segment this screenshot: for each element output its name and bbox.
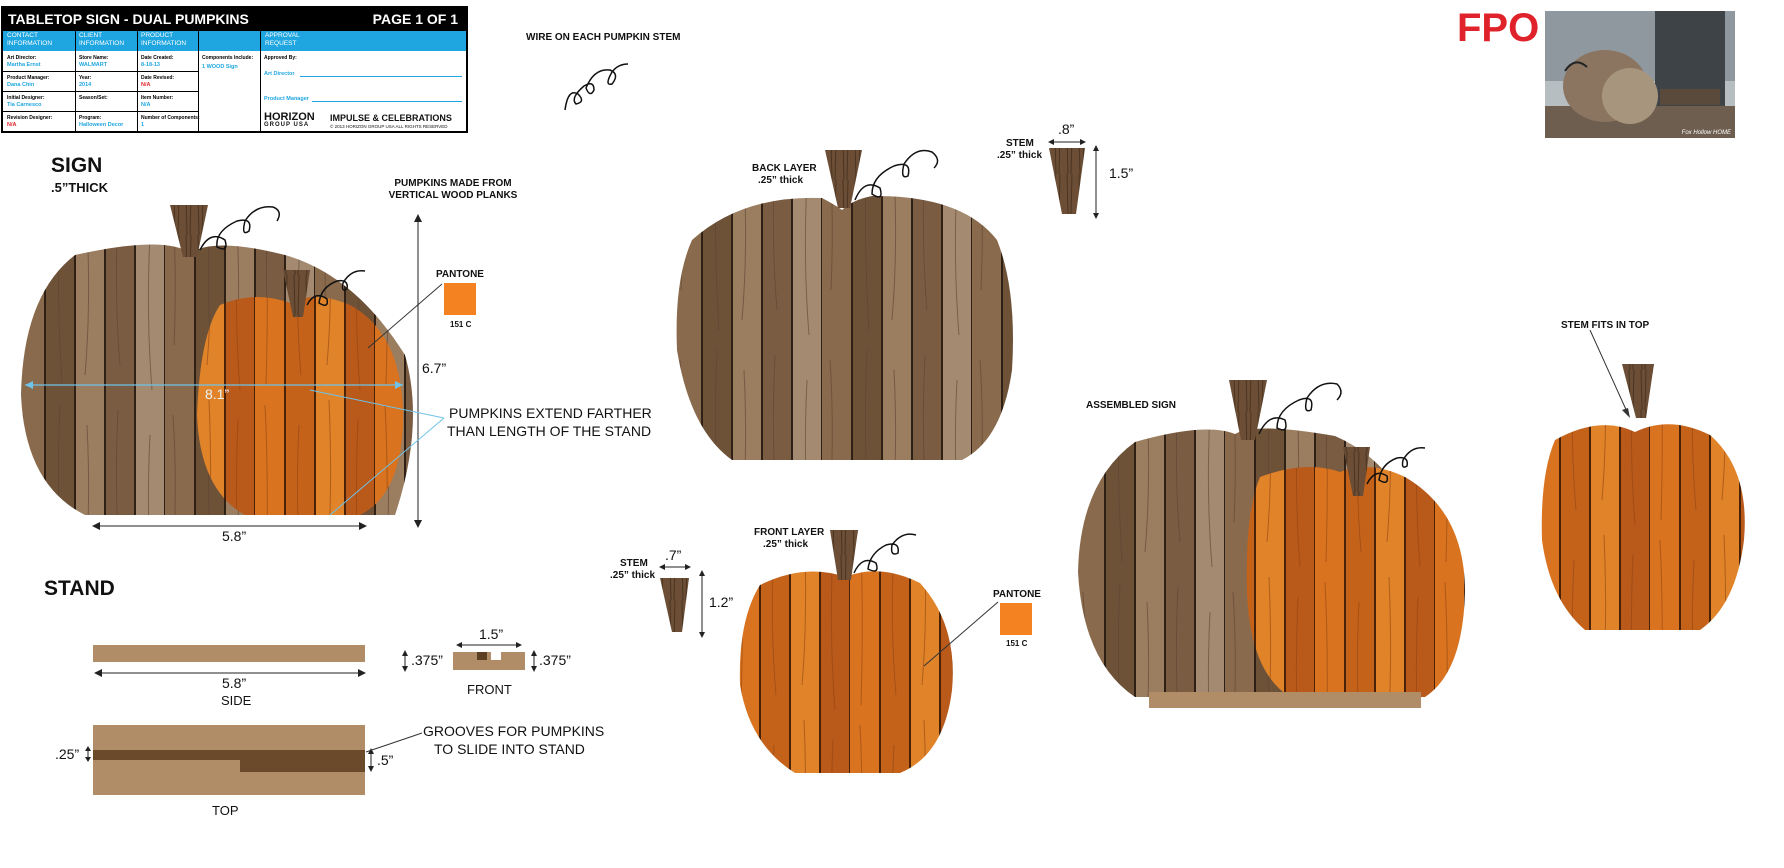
stand-heading: STAND: [44, 577, 115, 600]
value-date-created: 8-18-13: [141, 62, 160, 68]
back-stem-height-line: [1090, 145, 1102, 220]
front-pantone-label: PANTONE: [993, 589, 1041, 600]
brand-tagline: IMPULSE & CELEBRATIONS: [330, 113, 452, 123]
groove-depth-dim: .25”: [55, 746, 80, 762]
stand-side-height-dim: .375”: [411, 652, 443, 668]
back-stem-height-dim: 1.5”: [1109, 165, 1134, 181]
back-stem-label: STEM: [1006, 138, 1034, 149]
label-year: Year:: [79, 75, 92, 81]
value-art-director: Martha Ernst: [7, 62, 41, 68]
groove-note-line-1: GROOVES FOR PUMPKINS: [423, 723, 605, 739]
label-art-director: Art Director:: [7, 55, 37, 61]
label-item-number: Item Number:: [141, 95, 174, 101]
front-layer-thickness: .25” thick: [763, 539, 809, 550]
extend-note-line-1: PUMPKINS EXTEND FARTHER: [449, 405, 652, 421]
header-approval: APPROVAL REQUEST: [265, 32, 300, 47]
stem-fit-label: STEM FITS IN TOP: [1561, 320, 1650, 331]
value-initial-designer: Tia Carnesco: [7, 102, 42, 108]
assembled-label: ASSEMBLED SIGN: [1086, 400, 1177, 411]
planks-note: PUMPKINS MADE FROM VERTICAL WOOD PLANKS: [388, 178, 518, 201]
front-layer-label: FRONT LAYER: [754, 527, 825, 538]
back-layer-label: BACK LAYER: [752, 163, 817, 174]
groove-note-line-2: TO SLIDE INTO STAND: [434, 741, 585, 757]
sign-height-dim: 6.7”: [422, 360, 447, 376]
stand-front-label: FRONT: [467, 682, 512, 697]
front-stem-label: STEM: [620, 558, 648, 569]
stand-dimension-lines: [0, 0, 700, 820]
stand-side-width-dim: 5.8”: [222, 675, 247, 691]
stem-fit-illustration: [1530, 330, 1760, 640]
photo-caption: Fox Hollow HOME: [1681, 130, 1731, 136]
back-stem-thickness: .25” thick: [997, 150, 1043, 161]
stand-top-label: TOP: [212, 803, 239, 818]
value-components: 1 WOOD Sign: [202, 64, 238, 70]
back-stem-width-dim: .8”: [1058, 121, 1075, 137]
front-stem-height-dim: 1.2”: [709, 594, 734, 610]
wire-note: WIRE ON EACH PUMPKIN STEM: [526, 32, 681, 43]
copyright: © 2013 HORIZON GROUP USA ALL RIGHTS RESERVED: [330, 124, 448, 129]
value-item-number: N/A: [141, 102, 151, 108]
value-number-components: 1: [141, 122, 145, 128]
reference-photo: [1545, 11, 1735, 138]
value-product-manager: Dana Chin: [7, 82, 35, 88]
front-stem-thickness: .25” thick: [610, 570, 656, 581]
back-layer-illustration: [672, 140, 1022, 465]
fpo-label: FPO: [1457, 6, 1540, 50]
value-year: 2014: [79, 82, 92, 88]
stand-front-width-dim: 1.5”: [479, 626, 504, 642]
front-pantone-leader: [920, 600, 1000, 670]
assembled-illustration: [1075, 372, 1475, 712]
label-initial-designer: Initial Designer:: [7, 95, 45, 101]
extend-note-line-2: THAN LENGTH OF THE STAND: [447, 423, 652, 439]
label-approved-by: Approved By:: [264, 55, 297, 61]
label-art-director-sign: Art Director: [264, 71, 295, 77]
sign-pantone-label: PANTONE: [436, 269, 484, 280]
page-indicator: PAGE 1 OF 1: [372, 11, 458, 27]
front-stem-height-line: [696, 570, 708, 640]
sign-thickness: .5”THICK: [51, 180, 109, 195]
label-date-revised: Date Revised:: [141, 75, 175, 81]
stand-side-label: SIDE: [221, 693, 252, 708]
value-revision-designer: N/A: [7, 122, 17, 128]
front-pantone-code: 151 C: [1006, 639, 1028, 648]
label-season-set: Season/Set:: [79, 95, 108, 101]
header-contact: CONTACT INFORMATION: [7, 32, 53, 47]
sign-width-dim: 8.1”: [205, 386, 230, 402]
label-date-created: Date Created:: [141, 55, 174, 61]
sign-pantone-code: 151 C: [450, 320, 472, 329]
header-client: CLIENT INFORMATION: [79, 32, 125, 47]
value-date-revised: N/A: [141, 82, 151, 88]
stand-top-view: [93, 725, 365, 795]
stand-front-view: [453, 652, 525, 670]
label-store-name: Store Name:: [79, 55, 109, 61]
sign-base-width-dim: 5.8”: [222, 528, 247, 544]
header-product: PRODUCT INFORMATION: [141, 32, 187, 47]
label-program: Program:: [79, 115, 102, 121]
back-layer-thickness: .25” thick: [758, 175, 804, 186]
label-revision-designer: Revision Designer:: [7, 115, 53, 121]
groove-width-dim: .5”: [377, 752, 394, 768]
label-product-manager: Product Manager:: [7, 75, 50, 81]
value-program: Halloween Decor: [79, 122, 124, 128]
sign-heading: SIGN: [51, 154, 103, 177]
title-block-title: TABLETOP SIGN - DUAL PUMPKINS: [8, 11, 249, 27]
front-stem-width-dim: .7”: [665, 547, 682, 563]
label-product-manager-sign: Product Manager: [264, 96, 309, 102]
brand-sub: GROUP USA: [264, 122, 310, 128]
label-components: Components Include:: [202, 55, 254, 61]
label-number-components: Number of Components:: [141, 115, 200, 121]
reference-photo-art: [1545, 11, 1735, 138]
brand-logo: HORIZON: [264, 111, 315, 123]
front-pantone-swatch: [1000, 603, 1032, 635]
value-store-name: WALMART: [79, 62, 108, 68]
stand-front-height-dim: .375”: [539, 652, 571, 668]
